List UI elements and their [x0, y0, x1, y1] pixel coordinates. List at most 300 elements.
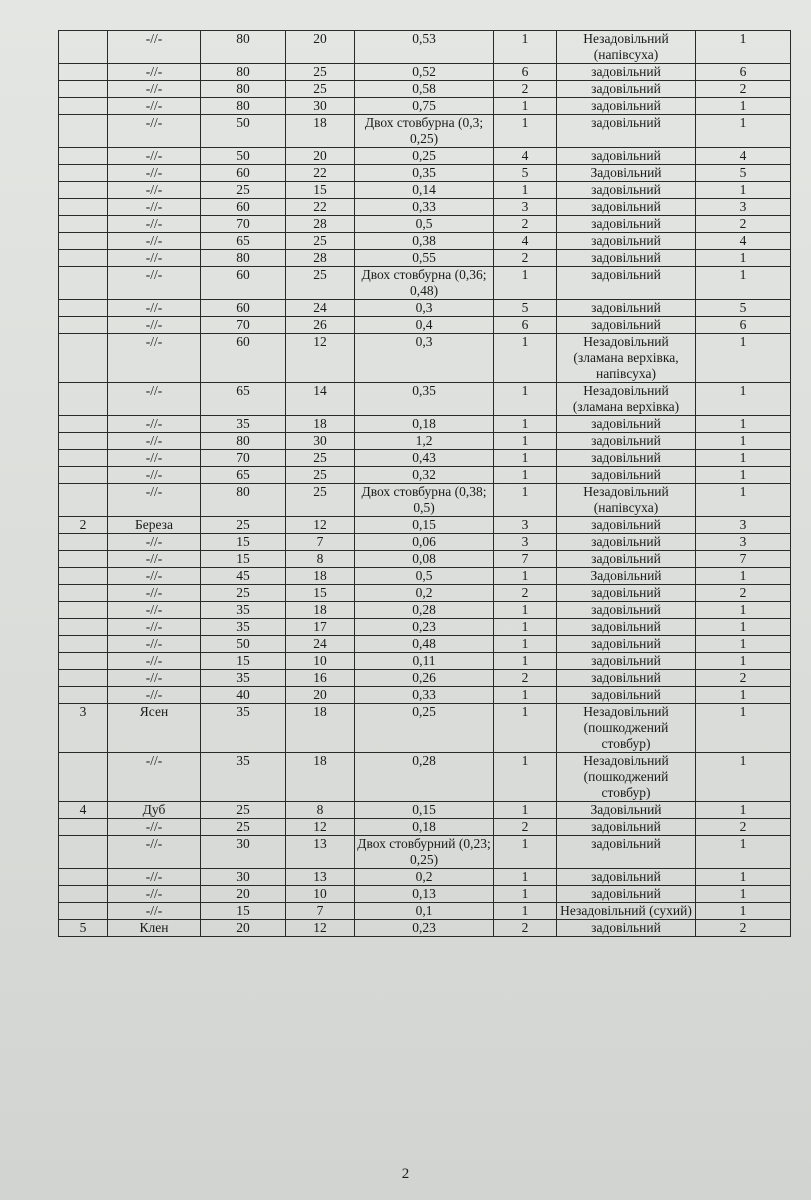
table-row [59, 836, 791, 869]
quantity-cell: 6 [494, 64, 557, 81]
diameter-cell: 18 [286, 753, 355, 802]
count-cell: 3 [696, 517, 791, 534]
diameter-cell: 18 [286, 115, 355, 148]
count-cell: 5 [696, 165, 791, 182]
count-cell: 5 [696, 300, 791, 317]
condition-cell: задовільний [557, 636, 696, 653]
height-cell: 15 [201, 551, 286, 568]
condition-cell: задовільний [557, 64, 696, 81]
condition-cell: задовільний [557, 216, 696, 233]
count-cell: 1 [696, 903, 791, 920]
tree-number-cell [59, 115, 108, 148]
count-cell: 7 [696, 551, 791, 568]
condition-cell: задовільний [557, 233, 696, 250]
height-cell: 15 [201, 903, 286, 920]
condition-cell: задовільний [557, 148, 696, 165]
table-row [59, 802, 791, 819]
table-row [59, 534, 791, 551]
count-cell: 2 [696, 920, 791, 937]
volume-cell: 0,1 [355, 903, 494, 920]
quantity-cell: 1 [494, 619, 557, 636]
condition-cell: задовільний [557, 433, 696, 450]
quantity-cell: 1 [494, 636, 557, 653]
height-cell: 15 [201, 534, 286, 551]
volume-cell: 0,11 [355, 653, 494, 670]
tree-inventory-table [58, 30, 791, 937]
quantity-cell: 1 [494, 836, 557, 869]
diameter-cell: 24 [286, 636, 355, 653]
species-cell: Береза [108, 517, 201, 534]
quantity-cell: 1 [494, 602, 557, 619]
count-cell: 1 [696, 619, 791, 636]
tree-number-cell [59, 216, 108, 233]
quantity-cell: 6 [494, 317, 557, 334]
count-cell: 1 [696, 568, 791, 585]
volume-cell: 0,18 [355, 416, 494, 433]
table-row [59, 199, 791, 216]
count-cell: 1 [696, 467, 791, 484]
table-row [59, 602, 791, 619]
quantity-cell: 1 [494, 433, 557, 450]
condition-cell: Задовільний [557, 165, 696, 182]
quantity-cell: 2 [494, 670, 557, 687]
height-cell: 25 [201, 802, 286, 819]
volume-cell: 0,35 [355, 383, 494, 416]
condition-cell: задовільний [557, 869, 696, 886]
tree-number-cell [59, 551, 108, 568]
tree-number-cell: 3 [59, 704, 108, 753]
table-row [59, 383, 791, 416]
volume-cell: 0,48 [355, 636, 494, 653]
count-cell: 1 [696, 687, 791, 704]
tree-number-cell [59, 753, 108, 802]
condition-cell: задовільний [557, 81, 696, 98]
species-cell: -//- [108, 31, 201, 64]
diameter-cell: 17 [286, 619, 355, 636]
quantity-cell: 1 [494, 98, 557, 115]
diameter-cell: 8 [286, 802, 355, 819]
condition-cell: Незадовільний (напівсуха) [557, 31, 696, 64]
quantity-cell: 7 [494, 551, 557, 568]
condition-cell: задовільний [557, 416, 696, 433]
table-row [59, 216, 791, 233]
volume-cell: 0,33 [355, 687, 494, 704]
diameter-cell: 25 [286, 450, 355, 467]
table-row [59, 585, 791, 602]
condition-cell: Незадовільний (напівсуха) [557, 484, 696, 517]
quantity-cell: 1 [494, 267, 557, 300]
tree-number-cell [59, 433, 108, 450]
table-row [59, 568, 791, 585]
table-body [59, 31, 791, 937]
height-cell: 25 [201, 182, 286, 199]
table-row [59, 267, 791, 300]
height-cell: 40 [201, 687, 286, 704]
quantity-cell: 2 [494, 250, 557, 267]
condition-cell: задовільний [557, 585, 696, 602]
species-cell: -//- [108, 433, 201, 450]
volume-cell: 0,23 [355, 619, 494, 636]
diameter-cell: 25 [286, 64, 355, 81]
diameter-cell: 8 [286, 551, 355, 568]
table-row [59, 886, 791, 903]
table-row [59, 467, 791, 484]
table-row [59, 416, 791, 433]
quantity-cell: 1 [494, 450, 557, 467]
volume-cell: Двох стовбурна (0,3; 0,25) [355, 115, 494, 148]
species-cell: -//- [108, 216, 201, 233]
height-cell: 80 [201, 433, 286, 450]
quantity-cell: 1 [494, 334, 557, 383]
height-cell: 80 [201, 64, 286, 81]
quantity-cell: 2 [494, 216, 557, 233]
volume-cell: 0,58 [355, 81, 494, 98]
count-cell: 1 [696, 886, 791, 903]
species-cell: -//- [108, 267, 201, 300]
table-row [59, 334, 791, 383]
condition-cell: задовільний [557, 182, 696, 199]
quantity-cell: 1 [494, 869, 557, 886]
species-cell: -//- [108, 81, 201, 98]
quantity-cell: 1 [494, 115, 557, 148]
species-cell: -//- [108, 585, 201, 602]
height-cell: 35 [201, 619, 286, 636]
tree-number-cell: 2 [59, 517, 108, 534]
count-cell: 2 [696, 819, 791, 836]
table-row [59, 300, 791, 317]
species-cell: -//- [108, 484, 201, 517]
height-cell: 60 [201, 267, 286, 300]
diameter-cell: 30 [286, 433, 355, 450]
tree-number-cell [59, 250, 108, 267]
diameter-cell: 12 [286, 334, 355, 383]
tree-number-cell [59, 836, 108, 869]
height-cell: 15 [201, 653, 286, 670]
volume-cell: 0,28 [355, 753, 494, 802]
diameter-cell: 12 [286, 920, 355, 937]
diameter-cell: 10 [286, 886, 355, 903]
quantity-cell: 1 [494, 886, 557, 903]
diameter-cell: 20 [286, 687, 355, 704]
condition-cell: Незадовільний (сухий) [557, 903, 696, 920]
volume-cell: 0,06 [355, 534, 494, 551]
quantity-cell: 3 [494, 534, 557, 551]
diameter-cell: 7 [286, 903, 355, 920]
diameter-cell: 25 [286, 81, 355, 98]
count-cell: 3 [696, 534, 791, 551]
condition-cell: задовільний [557, 886, 696, 903]
species-cell: -//- [108, 182, 201, 199]
condition-cell: задовільний [557, 653, 696, 670]
quantity-cell: 2 [494, 81, 557, 98]
volume-cell: 0,32 [355, 467, 494, 484]
species-cell: -//- [108, 687, 201, 704]
volume-cell: 0,5 [355, 568, 494, 585]
condition-cell: Незадовільний (пошкоджений стовбур) [557, 704, 696, 753]
height-cell: 45 [201, 568, 286, 585]
volume-cell: Двох стовбурна (0,38; 0,5) [355, 484, 494, 517]
diameter-cell: 25 [286, 484, 355, 517]
height-cell: 50 [201, 115, 286, 148]
quantity-cell: 5 [494, 165, 557, 182]
table-row [59, 903, 791, 920]
volume-cell: 0,18 [355, 819, 494, 836]
condition-cell: задовільний [557, 467, 696, 484]
volume-cell: 0,15 [355, 517, 494, 534]
quantity-cell: 1 [494, 704, 557, 753]
species-cell: -//- [108, 534, 201, 551]
count-cell: 1 [696, 704, 791, 753]
diameter-cell: 18 [286, 704, 355, 753]
diameter-cell: 30 [286, 98, 355, 115]
tree-number-cell [59, 819, 108, 836]
diameter-cell: 22 [286, 199, 355, 216]
height-cell: 20 [201, 920, 286, 937]
volume-cell: 0,38 [355, 233, 494, 250]
count-cell: 1 [696, 433, 791, 450]
diameter-cell: 13 [286, 836, 355, 869]
species-cell: -//- [108, 98, 201, 115]
species-cell: -//- [108, 670, 201, 687]
diameter-cell: 20 [286, 148, 355, 165]
species-cell: -//- [108, 416, 201, 433]
condition-cell: задовільний [557, 836, 696, 869]
count-cell: 1 [696, 383, 791, 416]
count-cell: 1 [696, 267, 791, 300]
quantity-cell: 3 [494, 199, 557, 216]
condition-cell: задовільний [557, 920, 696, 937]
count-cell: 6 [696, 317, 791, 334]
volume-cell: 0,26 [355, 670, 494, 687]
quantity-cell: 3 [494, 517, 557, 534]
table-row [59, 165, 791, 182]
table-row [59, 433, 791, 450]
volume-cell: 0,13 [355, 886, 494, 903]
tree-number-cell [59, 148, 108, 165]
tree-number-cell [59, 182, 108, 199]
condition-cell: задовільний [557, 450, 696, 467]
volume-cell: 0,33 [355, 199, 494, 216]
height-cell: 25 [201, 517, 286, 534]
condition-cell: задовільний [557, 115, 696, 148]
count-cell: 6 [696, 64, 791, 81]
height-cell: 20 [201, 886, 286, 903]
volume-cell: 1,2 [355, 433, 494, 450]
species-cell: -//- [108, 467, 201, 484]
diameter-cell: 25 [286, 467, 355, 484]
condition-cell: задовільний [557, 687, 696, 704]
count-cell: 1 [696, 869, 791, 886]
species-cell: -//- [108, 819, 201, 836]
species-cell: -//- [108, 165, 201, 182]
tree-number-cell: 5 [59, 920, 108, 937]
count-cell: 1 [696, 250, 791, 267]
quantity-cell: 1 [494, 687, 557, 704]
count-cell: 1 [696, 334, 791, 383]
species-cell: -//- [108, 233, 201, 250]
species-cell: -//- [108, 317, 201, 334]
tree-number-cell [59, 383, 108, 416]
species-cell: Дуб [108, 802, 201, 819]
condition-cell: задовільний [557, 98, 696, 115]
height-cell: 35 [201, 602, 286, 619]
tree-number-cell [59, 233, 108, 250]
species-cell: -//- [108, 653, 201, 670]
table-row [59, 619, 791, 636]
volume-cell: 0,08 [355, 551, 494, 568]
volume-cell: 0,28 [355, 602, 494, 619]
table-row [59, 317, 791, 334]
tree-number-cell [59, 619, 108, 636]
species-cell: -//- [108, 450, 201, 467]
tree-number-cell [59, 653, 108, 670]
quantity-cell: 1 [494, 653, 557, 670]
species-cell: Ясен [108, 704, 201, 753]
species-cell: Клен [108, 920, 201, 937]
tree-number-cell [59, 199, 108, 216]
table-row [59, 233, 791, 250]
volume-cell: 0,5 [355, 216, 494, 233]
count-cell: 4 [696, 148, 791, 165]
tree-number-cell [59, 467, 108, 484]
quantity-cell: 2 [494, 819, 557, 836]
count-cell: 1 [696, 802, 791, 819]
count-cell: 1 [696, 653, 791, 670]
table-row [59, 98, 791, 115]
count-cell: 3 [696, 199, 791, 216]
quantity-cell: 4 [494, 148, 557, 165]
diameter-cell: 25 [286, 233, 355, 250]
count-cell: 1 [696, 182, 791, 199]
condition-cell: задовільний [557, 602, 696, 619]
height-cell: 65 [201, 233, 286, 250]
diameter-cell: 25 [286, 267, 355, 300]
table-row [59, 450, 791, 467]
table-row [59, 753, 791, 802]
volume-cell: 0,55 [355, 250, 494, 267]
tree-number-cell [59, 165, 108, 182]
species-cell: -//- [108, 148, 201, 165]
species-cell: -//- [108, 568, 201, 585]
species-cell: -//- [108, 636, 201, 653]
volume-cell: 0,4 [355, 317, 494, 334]
quantity-cell: 1 [494, 416, 557, 433]
volume-cell: Двох стовбурна (0,36; 0,48) [355, 267, 494, 300]
count-cell: 1 [696, 31, 791, 64]
volume-cell: 0,2 [355, 869, 494, 886]
quantity-cell: 1 [494, 31, 557, 64]
height-cell: 60 [201, 199, 286, 216]
species-cell: -//- [108, 300, 201, 317]
volume-cell: Двох стовбурний (0,23; 0,25) [355, 836, 494, 869]
height-cell: 80 [201, 81, 286, 98]
tree-number-cell: 4 [59, 802, 108, 819]
condition-cell: Незадовільний (зламана верхівка, напівсуха) [557, 334, 696, 383]
count-cell: 1 [696, 636, 791, 653]
condition-cell: Незадовільний (зламана верхівка) [557, 383, 696, 416]
tree-number-cell [59, 98, 108, 115]
quantity-cell: 1 [494, 568, 557, 585]
table-row [59, 484, 791, 517]
table-row [59, 148, 791, 165]
quantity-cell: 5 [494, 300, 557, 317]
page-number: 2 [401, 1166, 410, 1182]
condition-cell: задовільний [557, 300, 696, 317]
table-row [59, 31, 791, 64]
height-cell: 35 [201, 753, 286, 802]
height-cell: 35 [201, 416, 286, 433]
height-cell: 25 [201, 819, 286, 836]
condition-cell: задовільний [557, 534, 696, 551]
diameter-cell: 16 [286, 670, 355, 687]
height-cell: 65 [201, 383, 286, 416]
diameter-cell: 14 [286, 383, 355, 416]
count-cell: 2 [696, 216, 791, 233]
species-cell: -//- [108, 334, 201, 383]
diameter-cell: 28 [286, 216, 355, 233]
quantity-cell: 1 [494, 467, 557, 484]
height-cell: 60 [201, 300, 286, 317]
tree-number-cell [59, 317, 108, 334]
height-cell: 70 [201, 450, 286, 467]
tree-number-cell [59, 687, 108, 704]
height-cell: 25 [201, 585, 286, 602]
diameter-cell: 12 [286, 517, 355, 534]
tree-number-cell [59, 416, 108, 433]
quantity-cell: 2 [494, 920, 557, 937]
tree-number-cell [59, 869, 108, 886]
height-cell: 80 [201, 31, 286, 64]
count-cell: 1 [696, 484, 791, 517]
table-row [59, 182, 791, 199]
table-row [59, 551, 791, 568]
diameter-cell: 7 [286, 534, 355, 551]
table-row [59, 920, 791, 937]
species-cell: -//- [108, 115, 201, 148]
tree-number-cell [59, 450, 108, 467]
species-cell: -//- [108, 836, 201, 869]
count-cell: 1 [696, 98, 791, 115]
height-cell: 60 [201, 334, 286, 383]
species-cell: -//- [108, 619, 201, 636]
tree-number-cell [59, 585, 108, 602]
count-cell: 4 [696, 233, 791, 250]
table-row [59, 670, 791, 687]
count-cell: 1 [696, 450, 791, 467]
table-row [59, 115, 791, 148]
condition-cell: задовільний [557, 670, 696, 687]
volume-cell: 0,3 [355, 300, 494, 317]
condition-cell: Незадовільний (пошкоджений стовбур) [557, 753, 696, 802]
volume-cell: 0,15 [355, 802, 494, 819]
quantity-cell: 1 [494, 753, 557, 802]
diameter-cell: 15 [286, 585, 355, 602]
diameter-cell: 20 [286, 31, 355, 64]
height-cell: 35 [201, 670, 286, 687]
volume-cell: 0,3 [355, 334, 494, 383]
diameter-cell: 26 [286, 317, 355, 334]
tree-number-cell [59, 568, 108, 585]
quantity-cell: 4 [494, 233, 557, 250]
condition-cell: Задовільний [557, 568, 696, 585]
count-cell: 2 [696, 81, 791, 98]
condition-cell: задовільний [557, 267, 696, 300]
tree-number-cell [59, 534, 108, 551]
condition-cell: задовільний [557, 819, 696, 836]
species-cell: -//- [108, 64, 201, 81]
volume-cell: 0,52 [355, 64, 494, 81]
species-cell: -//- [108, 199, 201, 216]
